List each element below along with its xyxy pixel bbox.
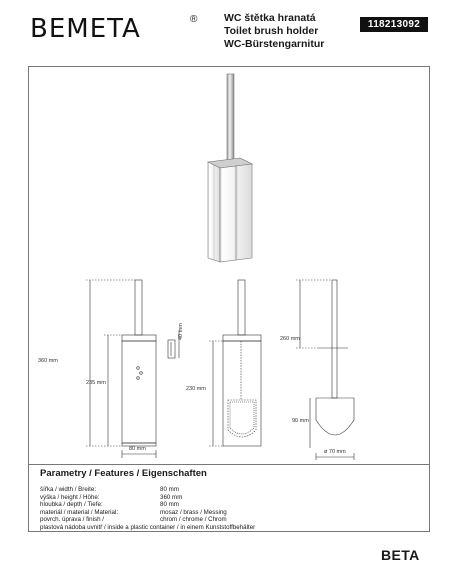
header — [0, 0, 452, 64]
dim-bracket-height: 40 mm — [178, 323, 184, 340]
dim-brush-head-height: 90 mm — [292, 418, 309, 424]
brand-logo — [30, 14, 141, 44]
parameter-value: mosaz / brass / Messing — [160, 508, 227, 516]
dim-body-height: 235 mm — [86, 380, 106, 386]
brush-handle — [227, 74, 234, 160]
frame-divider — [28, 464, 430, 465]
dim-handle-length: 260 mm — [280, 336, 300, 342]
product-titles — [224, 12, 324, 51]
product-code-badge: 118213092 — [360, 17, 428, 32]
technical-drawing — [28, 270, 430, 460]
brush-view — [296, 280, 354, 460]
parameter-note: plastová nádoba uvnitř / inside a plastic container / in einem Kunststoffbehälter — [40, 523, 256, 531]
dim-container-height: 230 mm — [186, 386, 206, 392]
product-photo — [200, 72, 260, 272]
brand-logo-text: BEMETA — [30, 14, 141, 44]
dim-brush-diameter: ø 70 mm — [324, 449, 346, 455]
parameter-label: výška / height / Höhe: — [40, 493, 100, 501]
dim-width: 80 mm — [129, 446, 146, 452]
title-en: Toilet brush holder — [224, 25, 319, 37]
parameters-title: Parametry / Features / Eigenschaften — [40, 468, 207, 479]
parameter-row — [40, 516, 320, 524]
parameter-label: materiál / material / Material: — [40, 508, 119, 516]
section-view — [209, 280, 261, 446]
title-de: WC-Bürstengarnitur — [224, 38, 325, 50]
parameter-row — [40, 501, 320, 509]
holder-body-left — [208, 162, 220, 262]
dim-total-height: 360 mm — [38, 358, 58, 364]
parameter-label: šířka / width / Breite: — [40, 486, 97, 493]
parameter-row — [40, 486, 320, 494]
parameter-row — [40, 524, 320, 532]
parameter-label: hloubka / depth / Tiefe: — [40, 501, 103, 509]
parameter-label: povrch. úprava / finish / — [40, 516, 104, 524]
parameter-value: 80 mm — [160, 486, 179, 493]
series-name: BETA — [381, 547, 420, 563]
parameter-value: 360 mm — [160, 493, 183, 501]
side-view — [86, 280, 179, 458]
parameter-row — [40, 494, 320, 502]
registered-mark: ® — [190, 14, 198, 25]
parameters-table — [40, 486, 320, 532]
parameter-row — [40, 509, 320, 517]
parameter-value: 80 mm — [160, 501, 179, 509]
title-cz: WC štětka hranatá — [224, 12, 316, 24]
parameter-value: chrom / chrome / Chrom — [160, 516, 227, 524]
